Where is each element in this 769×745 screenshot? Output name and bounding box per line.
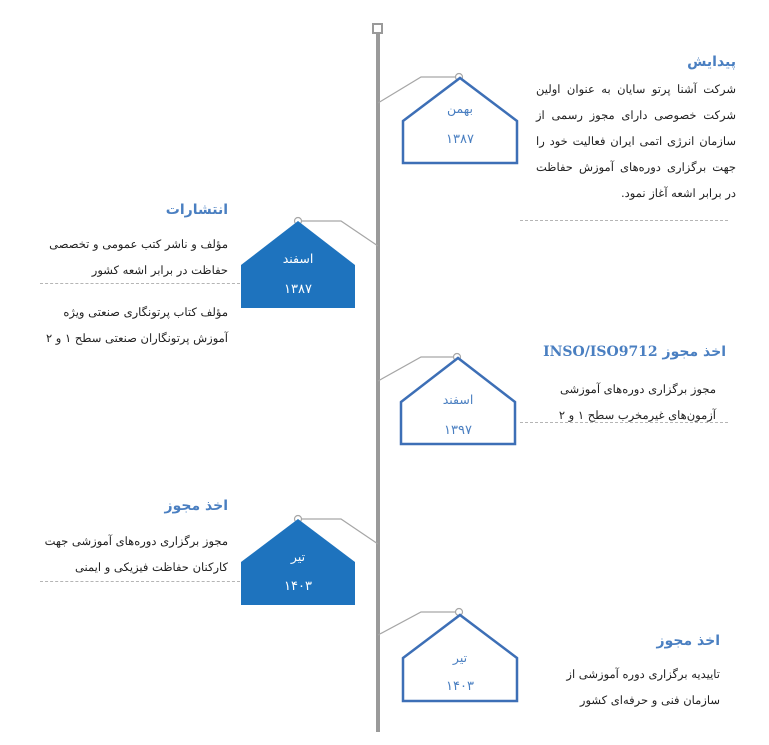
marker-paydayesh bbox=[403, 78, 517, 163]
marker-shape bbox=[403, 78, 517, 163]
event-heading: انتشارات bbox=[165, 202, 228, 218]
timeline-top-cap bbox=[373, 24, 382, 33]
marker-month: تیر bbox=[290, 549, 306, 564]
divider-inso bbox=[520, 422, 728, 423]
marker-year: ۱۳۸۷ bbox=[446, 132, 474, 147]
event-heading: اخذ مجوز bbox=[164, 498, 228, 514]
heading-code: INSO/ISO9712 bbox=[543, 344, 658, 360]
divider-enteshar bbox=[40, 283, 240, 284]
event-text: مجوز برگزاری دوره‌های آموزشی آزمون‌های غیرمخرب سطح ۱ و ۲ bbox=[558, 382, 716, 422]
event-text-1: مؤلف و ناشر کتب عمومی و تخصصی حفاظت در برابر اشعه کشور bbox=[49, 237, 228, 277]
event-text-2: مؤلف کتاب پرتونگاری صنعتی ویژه آموزش پرتونگاران صنعتی سطح ۱ و ۲ bbox=[45, 305, 228, 345]
event-text: مجوز برگزاری دوره‌های آموزشی جهت کارکنان حفاظت فیزیکی و ایمنی bbox=[44, 534, 228, 574]
marker-month: اسفند bbox=[442, 392, 474, 407]
event-mojavez-1 bbox=[28, 496, 228, 580]
event-heading bbox=[500, 342, 726, 362]
marker-year: ۱۳۹۷ bbox=[444, 423, 472, 438]
marker-month: بهمن bbox=[447, 101, 473, 116]
divider-paydayesh bbox=[520, 220, 728, 221]
event-text: شرکت آشنا پرتو سایان به عنوان اولین شرکت خصوصی دارای مجوز رسمی از سازمان انرژی اتمی ایران فعالیت خود را جهت برگزاری دوره‌های آموزش حفاظت در برابر اشعه آغاز نمود. bbox=[536, 82, 736, 200]
marker-mojavez-2 bbox=[403, 615, 517, 701]
marker-mojavez-1 bbox=[241, 519, 355, 605]
event-text: تاییدیه برگزاری دوره آموزشی از سازمان فنی و حرفه‌ای کشور bbox=[566, 667, 720, 707]
event-heading: اخذ مجوز bbox=[656, 633, 720, 649]
event-mojavez-2 bbox=[530, 631, 720, 713]
marker-year: ۱۳۸۷ bbox=[284, 282, 312, 297]
event-inso-body bbox=[530, 376, 716, 428]
event-inso bbox=[500, 342, 726, 362]
marker-enteshar bbox=[241, 221, 355, 308]
marker-inso bbox=[401, 358, 515, 444]
heading-prefix: اخذ مجوز bbox=[662, 344, 726, 360]
event-paydayesh bbox=[536, 52, 736, 206]
marker-month: تیر bbox=[452, 650, 468, 665]
marker-year: ۱۴۰۳ bbox=[446, 679, 474, 694]
event-enteshar bbox=[28, 200, 228, 351]
event-heading: پیدایش bbox=[687, 54, 736, 70]
marker-year: ۱۴۰۳ bbox=[284, 579, 312, 594]
marker-month: اسفند bbox=[282, 251, 314, 266]
divider-mojavez-1 bbox=[40, 581, 240, 582]
